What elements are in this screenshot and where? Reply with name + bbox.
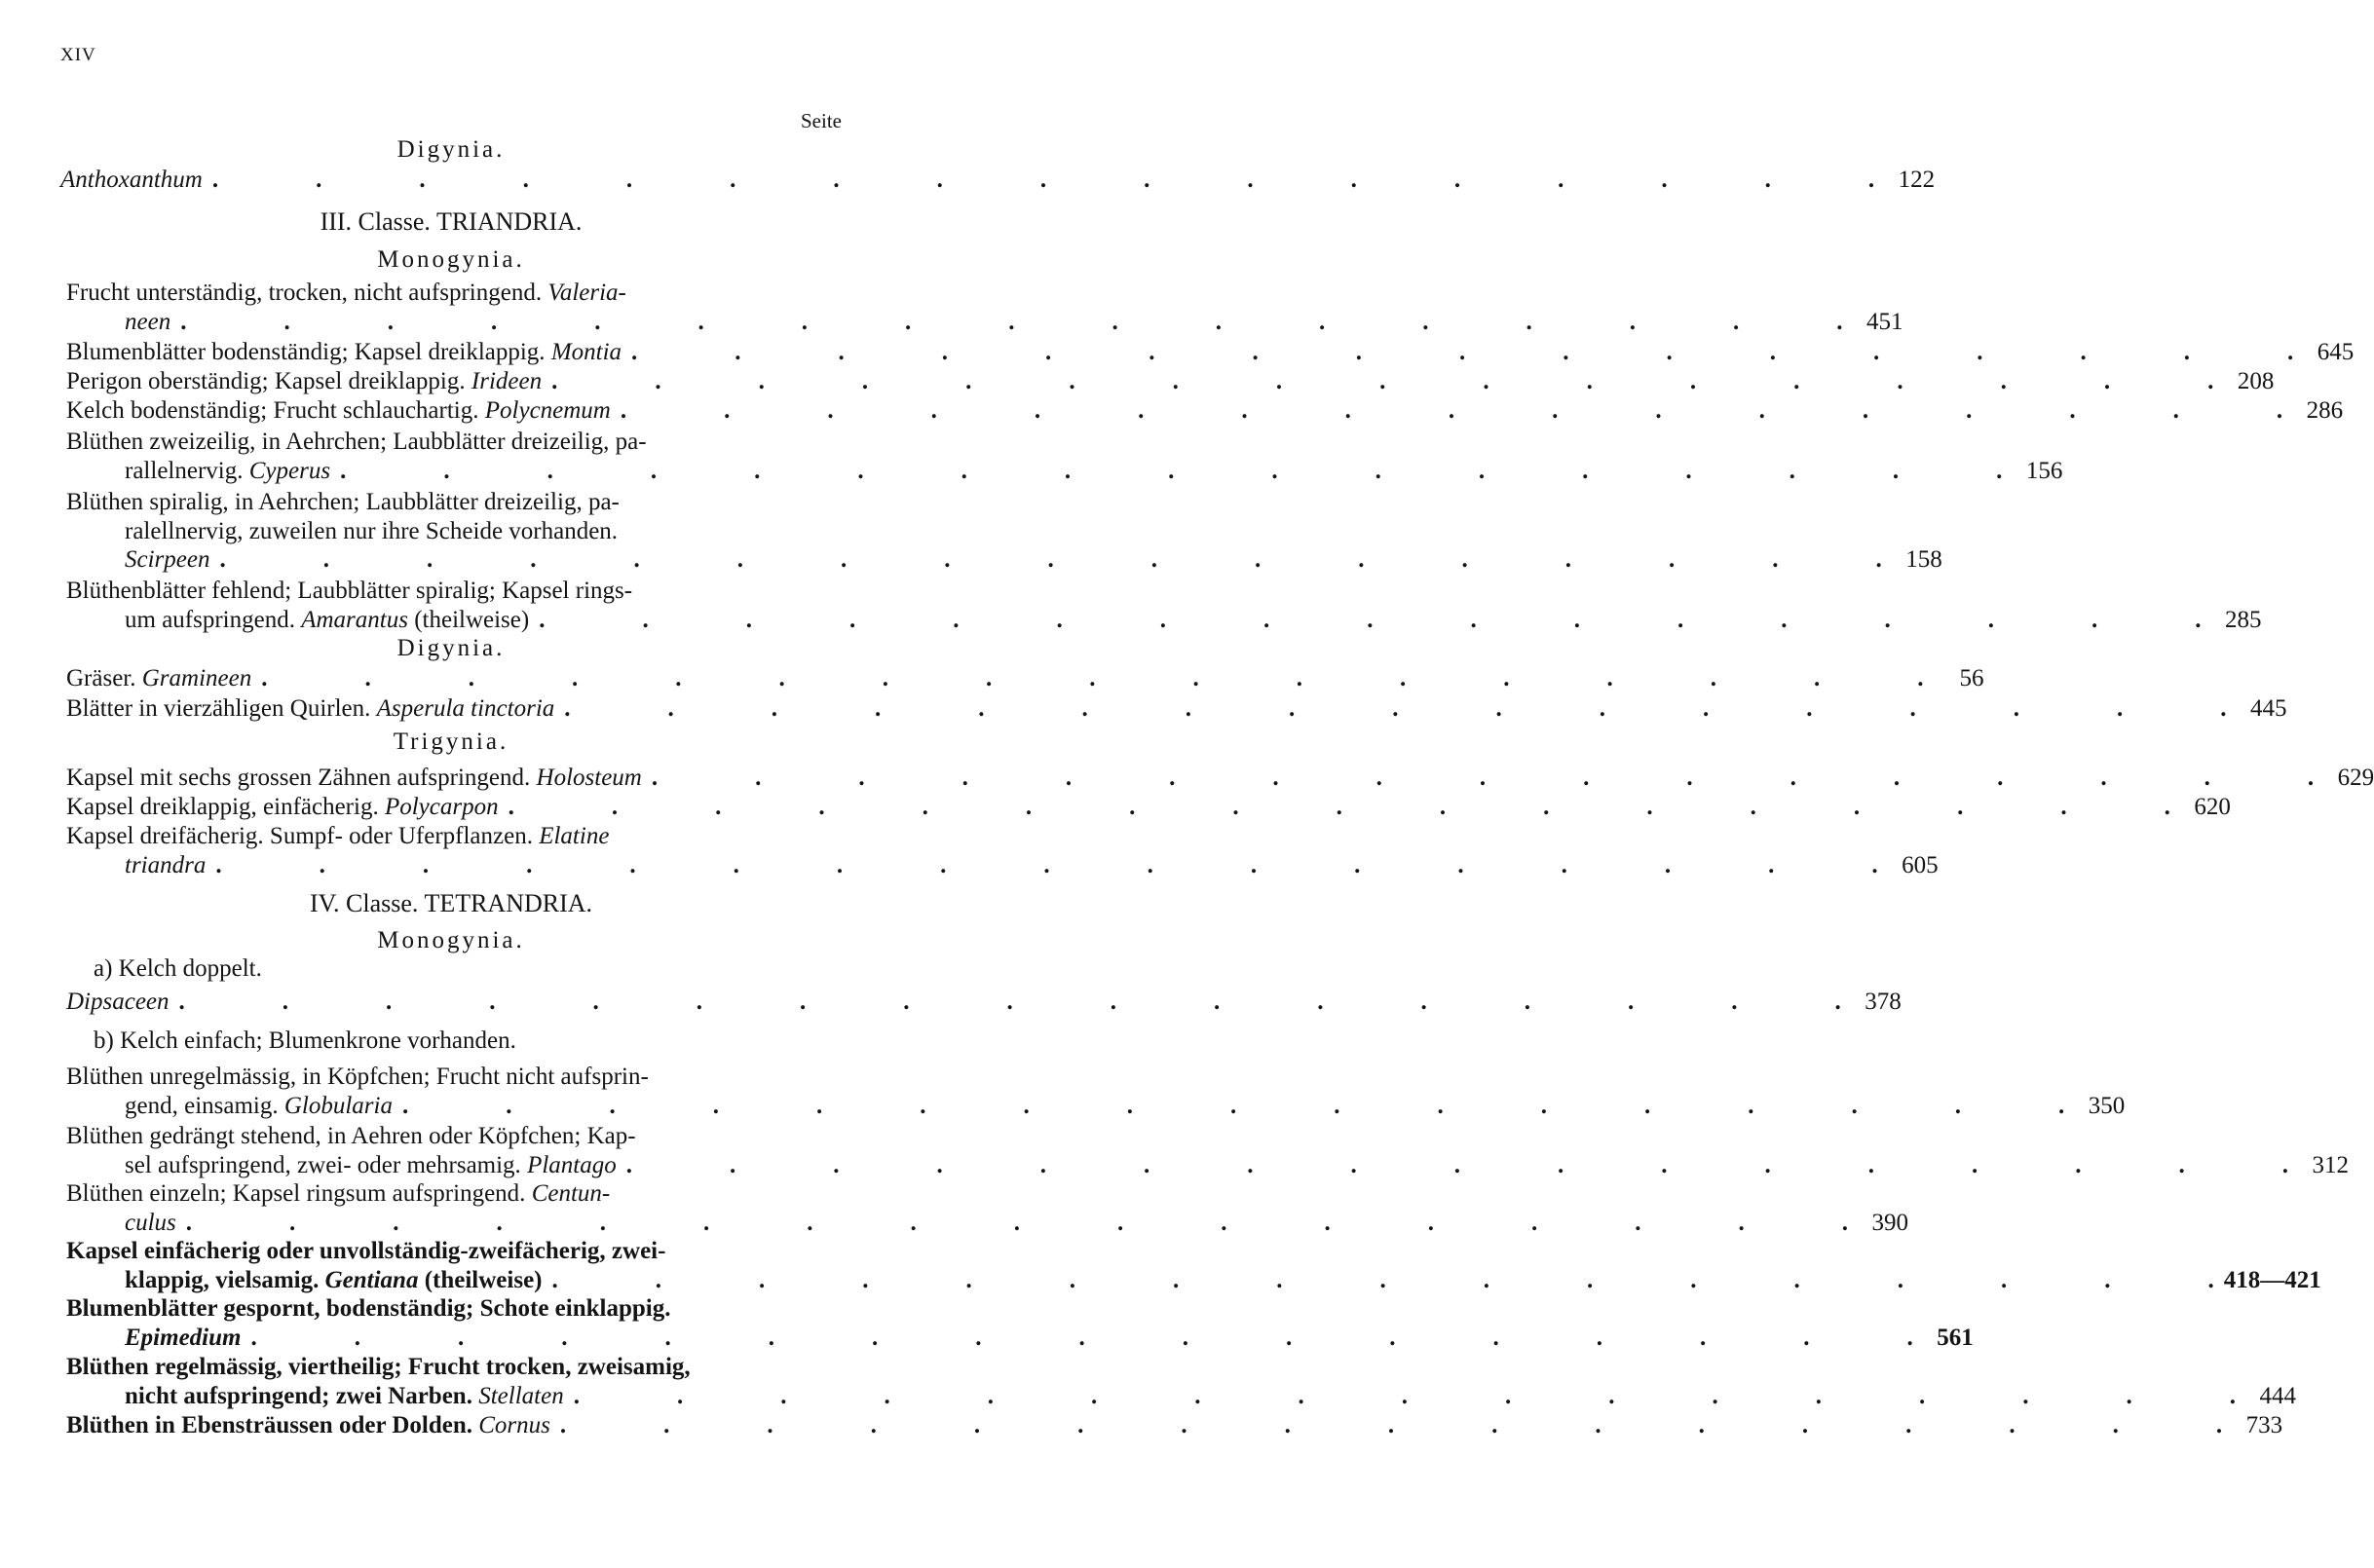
taxon-name: Globularia xyxy=(283,1092,393,1119)
page-ref: 285 xyxy=(2224,606,2262,633)
entry-epimedium xyxy=(66,1294,1974,1352)
leader-dots xyxy=(652,764,2314,793)
entry-kelch-doppelt xyxy=(66,954,842,984)
entry-kelch-einfach xyxy=(66,1027,842,1056)
class-heading-tetrandria: IV. Classe. TETRANDRIA. xyxy=(309,889,593,917)
page-ref: 733 xyxy=(2245,1412,2283,1438)
entry-text: Blüthen gedrängt stehend, in Aehren oder Köpfchen; Kap- xyxy=(66,1123,636,1149)
page-ref: 561 xyxy=(1937,1324,1974,1351)
page-ref: 390 xyxy=(1871,1209,1909,1236)
taxon-suffix: (theilweise) xyxy=(414,606,530,633)
page-ref: 418—421 xyxy=(2223,1266,2321,1293)
taxon-name-cont: triandra xyxy=(125,851,207,878)
page-ref: 451 xyxy=(1865,308,1903,335)
leader-dots xyxy=(180,308,1842,337)
page-ref: 122 xyxy=(1898,167,1936,193)
taxon-name: Anthoxanthum xyxy=(60,167,203,193)
entry-elatine xyxy=(66,822,1939,879)
entry-text-cont: um aufspringend. xyxy=(125,606,295,633)
page-number: XIV xyxy=(60,45,96,65)
entry-text: Kapsel dreiklappig, einfächerig. xyxy=(66,794,379,820)
leader-dots xyxy=(631,338,2293,367)
page-ref: 444 xyxy=(2259,1382,2296,1409)
leader-dots xyxy=(552,1266,2214,1295)
entry-text: Frucht unterständig, trocken, nicht aufspringend. xyxy=(66,280,543,306)
entry-cornus xyxy=(66,1411,2283,1440)
class-heading-triandria: III. Classe. TRIANDRIA. xyxy=(320,207,583,236)
entry-text-cont: rallelnervig. xyxy=(125,457,244,484)
subgroup-label: b) Kelch einfach; Blumenkrone vorhanden. xyxy=(94,1027,516,1054)
taxon-name: Gramineen xyxy=(141,665,252,691)
entry-text: Gräser. xyxy=(66,665,136,691)
entry-text: Blüthen unregelmässig, in Köpfchen; Frucht nicht aufsprin- xyxy=(66,1064,649,1090)
taxon-name: Irideen xyxy=(471,368,543,394)
entry-dipsaceen xyxy=(66,988,1902,1017)
leader-dots xyxy=(250,1324,1912,1353)
page-ref: 208 xyxy=(2237,368,2275,394)
entry-asperula xyxy=(66,694,2287,724)
taxon-name: Polycnemum xyxy=(484,397,611,424)
entry-text: Blätter in vierzähligen Quirlen. xyxy=(66,695,371,722)
leader-dots xyxy=(626,1151,2288,1180)
page-ref: 629 xyxy=(2337,765,2374,791)
leader-dots xyxy=(179,988,1841,1017)
entry-centunculus xyxy=(66,1179,1909,1237)
entry-holosteum xyxy=(66,764,2374,793)
leader-dots xyxy=(621,396,2282,426)
entry-text: Blüthen in Ebensträussen oder Dolden. xyxy=(66,1412,472,1438)
leader-dots xyxy=(564,694,2226,724)
leader-dots xyxy=(219,545,1881,575)
page-ref: 445 xyxy=(2250,695,2287,722)
leader-dots xyxy=(402,1092,2064,1121)
taxon-name: Stellaten xyxy=(478,1382,564,1409)
leader-dots xyxy=(539,606,2201,635)
page-ref: 158 xyxy=(1905,546,1942,573)
entry-text-cont: ralellnervig, zuweilen nur ihre Scheide vorhanden. xyxy=(125,517,619,544)
entry-text: Blüthen spiralig, in Aehrchen; Laubblätter dreizeilig, pa- xyxy=(66,489,620,515)
page-ref: 156 xyxy=(2025,457,2063,484)
entry-gramineen xyxy=(66,664,1984,693)
entry-stellaten xyxy=(66,1353,2296,1410)
leader-dots xyxy=(261,664,1923,693)
taxon-name: Cornus xyxy=(478,1412,550,1438)
page-ref: 286 xyxy=(2306,397,2344,424)
page-ref: 350 xyxy=(2088,1092,2126,1119)
leader-dots xyxy=(186,1209,1848,1238)
subgroup-label: a) Kelch doppelt. xyxy=(94,955,262,982)
leader-dots xyxy=(212,166,1874,195)
entry-amarantus xyxy=(66,577,2262,634)
entry-polycnemum xyxy=(66,396,2344,426)
taxon-name: Centun- xyxy=(531,1180,611,1207)
entry-text: Blumenblätter gespornt, bodenständig; Schote einklappig. xyxy=(66,1295,671,1322)
page-ref: 620 xyxy=(2194,794,2231,820)
entry-text: Kapsel einfächerig oder unvollständig-zweifächerig, zwei- xyxy=(66,1238,666,1264)
leader-dots xyxy=(551,367,2213,396)
page-ref: 312 xyxy=(2312,1151,2349,1178)
entry-scirpeen xyxy=(66,488,1942,575)
taxon-name: Montia xyxy=(550,339,622,365)
section-heading-digynia-3: Digynia. xyxy=(396,635,506,661)
taxon-name: Scirpeen xyxy=(125,546,210,573)
taxon-name: Plantago xyxy=(527,1151,617,1178)
section-heading-monogynia: Monogynia. xyxy=(377,246,525,273)
entry-text-cont: gend, einsamig. xyxy=(125,1092,279,1119)
taxon-name: Gentiana xyxy=(324,1266,419,1293)
entry-anthoxanthum xyxy=(60,166,1936,195)
entry-text-cont: sel aufspringend, zwei- oder mehrsamig. xyxy=(125,1151,521,1178)
entry-text: Blüthen regelmässig, viertheilig; Frucht trocken, zweisamig, xyxy=(66,1354,691,1380)
taxon-name: Epimedium xyxy=(125,1324,242,1351)
entry-text: Kelch bodenständig; Frucht schlauchartig. xyxy=(66,397,479,424)
entry-text: Perigon oberständig; Kapsel dreiklappig. xyxy=(66,368,466,394)
taxon-name: Asperula tinctoria xyxy=(376,695,555,722)
taxon-name: Valeria- xyxy=(547,280,626,306)
taxon-name-cont: neen xyxy=(125,308,171,335)
section-heading-digynia: Digynia. xyxy=(396,136,506,163)
leader-dots xyxy=(560,1411,2222,1440)
taxon-name: Dipsaceen xyxy=(66,989,170,1015)
page-ref: 645 xyxy=(2317,339,2355,365)
column-header-seite: Seite xyxy=(801,109,842,132)
taxon-name: Polycarpon xyxy=(384,794,499,820)
taxon-name: Cyperus xyxy=(248,457,331,484)
taxon-name: Elatine xyxy=(539,823,610,849)
entry-text: Blüthenblätter fehlend; Laubblätter spiralig; Kapsel rings- xyxy=(66,578,633,604)
entry-text: Kapsel dreifächerig. Sumpf- oder Uferpflanzen. xyxy=(66,823,533,849)
taxon-suffix: (theilweise) xyxy=(424,1266,543,1293)
entry-globularia xyxy=(66,1063,2126,1120)
leader-dots xyxy=(509,793,2170,822)
taxon-name: Holosteum xyxy=(536,765,642,791)
leader-dots xyxy=(574,1382,2236,1411)
entry-text: Blumenblätter bodenständig; Kapsel dreiklappig. xyxy=(66,339,546,365)
entry-text-cont: nicht aufspringend; zwei Narben. xyxy=(125,1382,472,1409)
page-ref: 378 xyxy=(1865,989,1902,1015)
section-heading-monogynia-4: Monogynia. xyxy=(377,927,525,953)
entry-irideen xyxy=(66,367,2275,396)
taxon-name-cont: culus xyxy=(125,1209,176,1236)
entry-gentiana xyxy=(66,1237,2321,1294)
leader-dots xyxy=(215,851,1877,880)
taxon-name: Amarantus xyxy=(301,606,408,633)
entry-text: Blüthen einzeln; Kapsel ringsum aufspringend. xyxy=(66,1180,526,1207)
entry-text: Kapsel mit sechs grossen Zähnen aufspringend. xyxy=(66,765,531,791)
entry-valerianeen xyxy=(66,279,1903,336)
entry-text-cont: klappig, vielsamig. xyxy=(125,1266,320,1293)
page-ref: 56 xyxy=(1959,665,1984,691)
entry-montia xyxy=(66,338,2355,367)
section-heading-trigynia: Trigynia. xyxy=(393,728,509,755)
leader-dots xyxy=(340,457,2002,486)
page-ref: 605 xyxy=(1902,851,1939,878)
entry-cyperus xyxy=(66,428,2063,485)
entry-polycarpon xyxy=(66,793,2231,822)
entry-text: Blüthen zweizeilig, in Aehrchen; Laubblätter dreizeilig, pa- xyxy=(66,429,647,455)
entry-plantago xyxy=(66,1122,2349,1179)
